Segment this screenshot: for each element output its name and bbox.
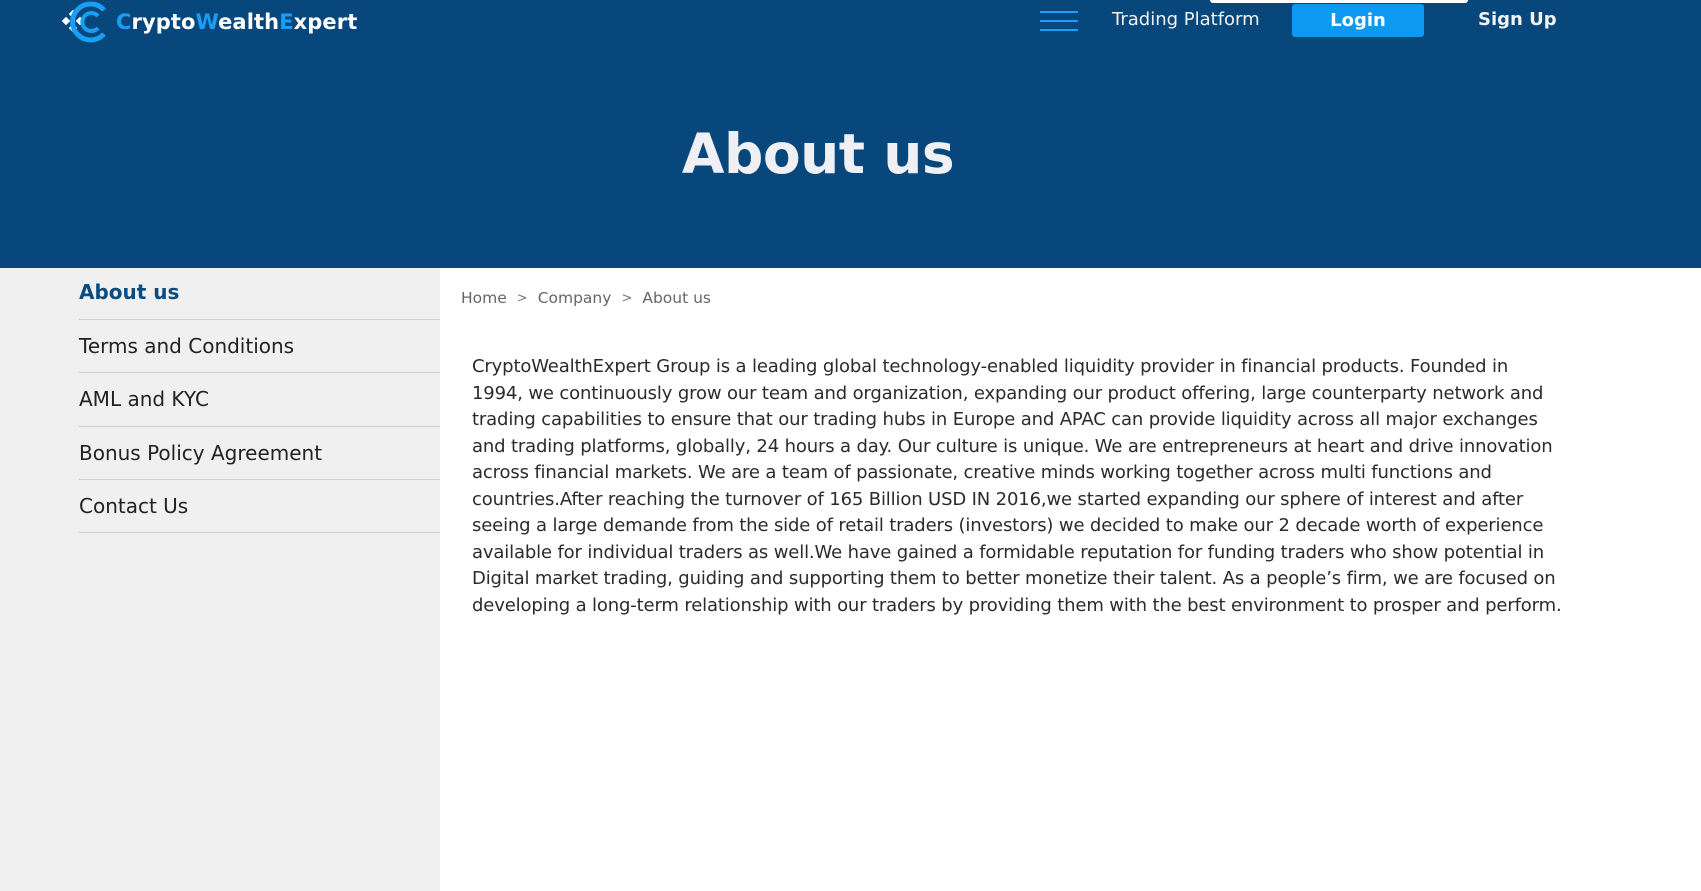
sidebar-menu [79,268,440,533]
breadcrumb-home-link[interactable]: Home [461,289,507,307]
sidebar-item-terms-and-conditions[interactable]: Terms and Conditions [79,320,440,373]
page-header-banner [0,0,1701,268]
chevron-right-icon: > [621,290,633,306]
sidebar-item-about-us[interactable]: About us [79,268,440,320]
login-button[interactable]: Login [1292,4,1424,37]
sign-up-link[interactable]: Sign Up [1478,9,1557,30]
breadcrumb [461,289,711,307]
breadcrumb-company-link[interactable]: Company [537,289,612,307]
sidebar-item-bonus-policy-agreement[interactable]: Bonus Policy Agreement [79,427,440,480]
page-title: About us [681,122,955,186]
about-us-content [472,354,1562,619]
nav-trading-platform-link[interactable]: Trading Platform [1112,9,1260,30]
logo-wordmark: CryptoWealthExpert [116,10,358,34]
sidebar-item-aml-and-kyc[interactable]: AML and KYC [79,373,440,426]
top-nav [0,0,1701,44]
sidebar-item-contact-us[interactable]: Contact Us [79,480,440,533]
hamburger-menu-icon[interactable] [1040,11,1078,31]
breadcrumb-current: About us [642,289,711,307]
about-us-paragraph: CryptoWealthExpert Group is a leading global technology-enabled liquidity provider in financial products. Founded in 1994, we continuously grow our team and organization, expanding our product offering, large counterparty network and trading capabilities to ensure that our trading hubs in Europe and APAC can provide liquidity across all major exchanges and trading platforms, globally, 24 hours a day. Our culture is unique. We are entrepreneurs at heart and drive innovation across financial markets. We are a team of passionate, creative minds working together across multi functions and countries.After reaching the turnover of 165 Billion USD IN 2016,we started expanding our sphere of interest and after seeing a large demande from the side of retail traders (investors) we decided to make our 2 decade worth of experience available for individual traders as well.We have gained a formidable reputation for funding traders who show potential in Digital market trading, guiding and supporting them to better monetize their talent. As a people’s firm, we are focused on developing a long-term relationship with our traders by providing them with the best environment to prosper and perform. [472,356,1562,616]
sidebar [0,268,440,891]
chevron-right-icon: > [516,290,528,306]
